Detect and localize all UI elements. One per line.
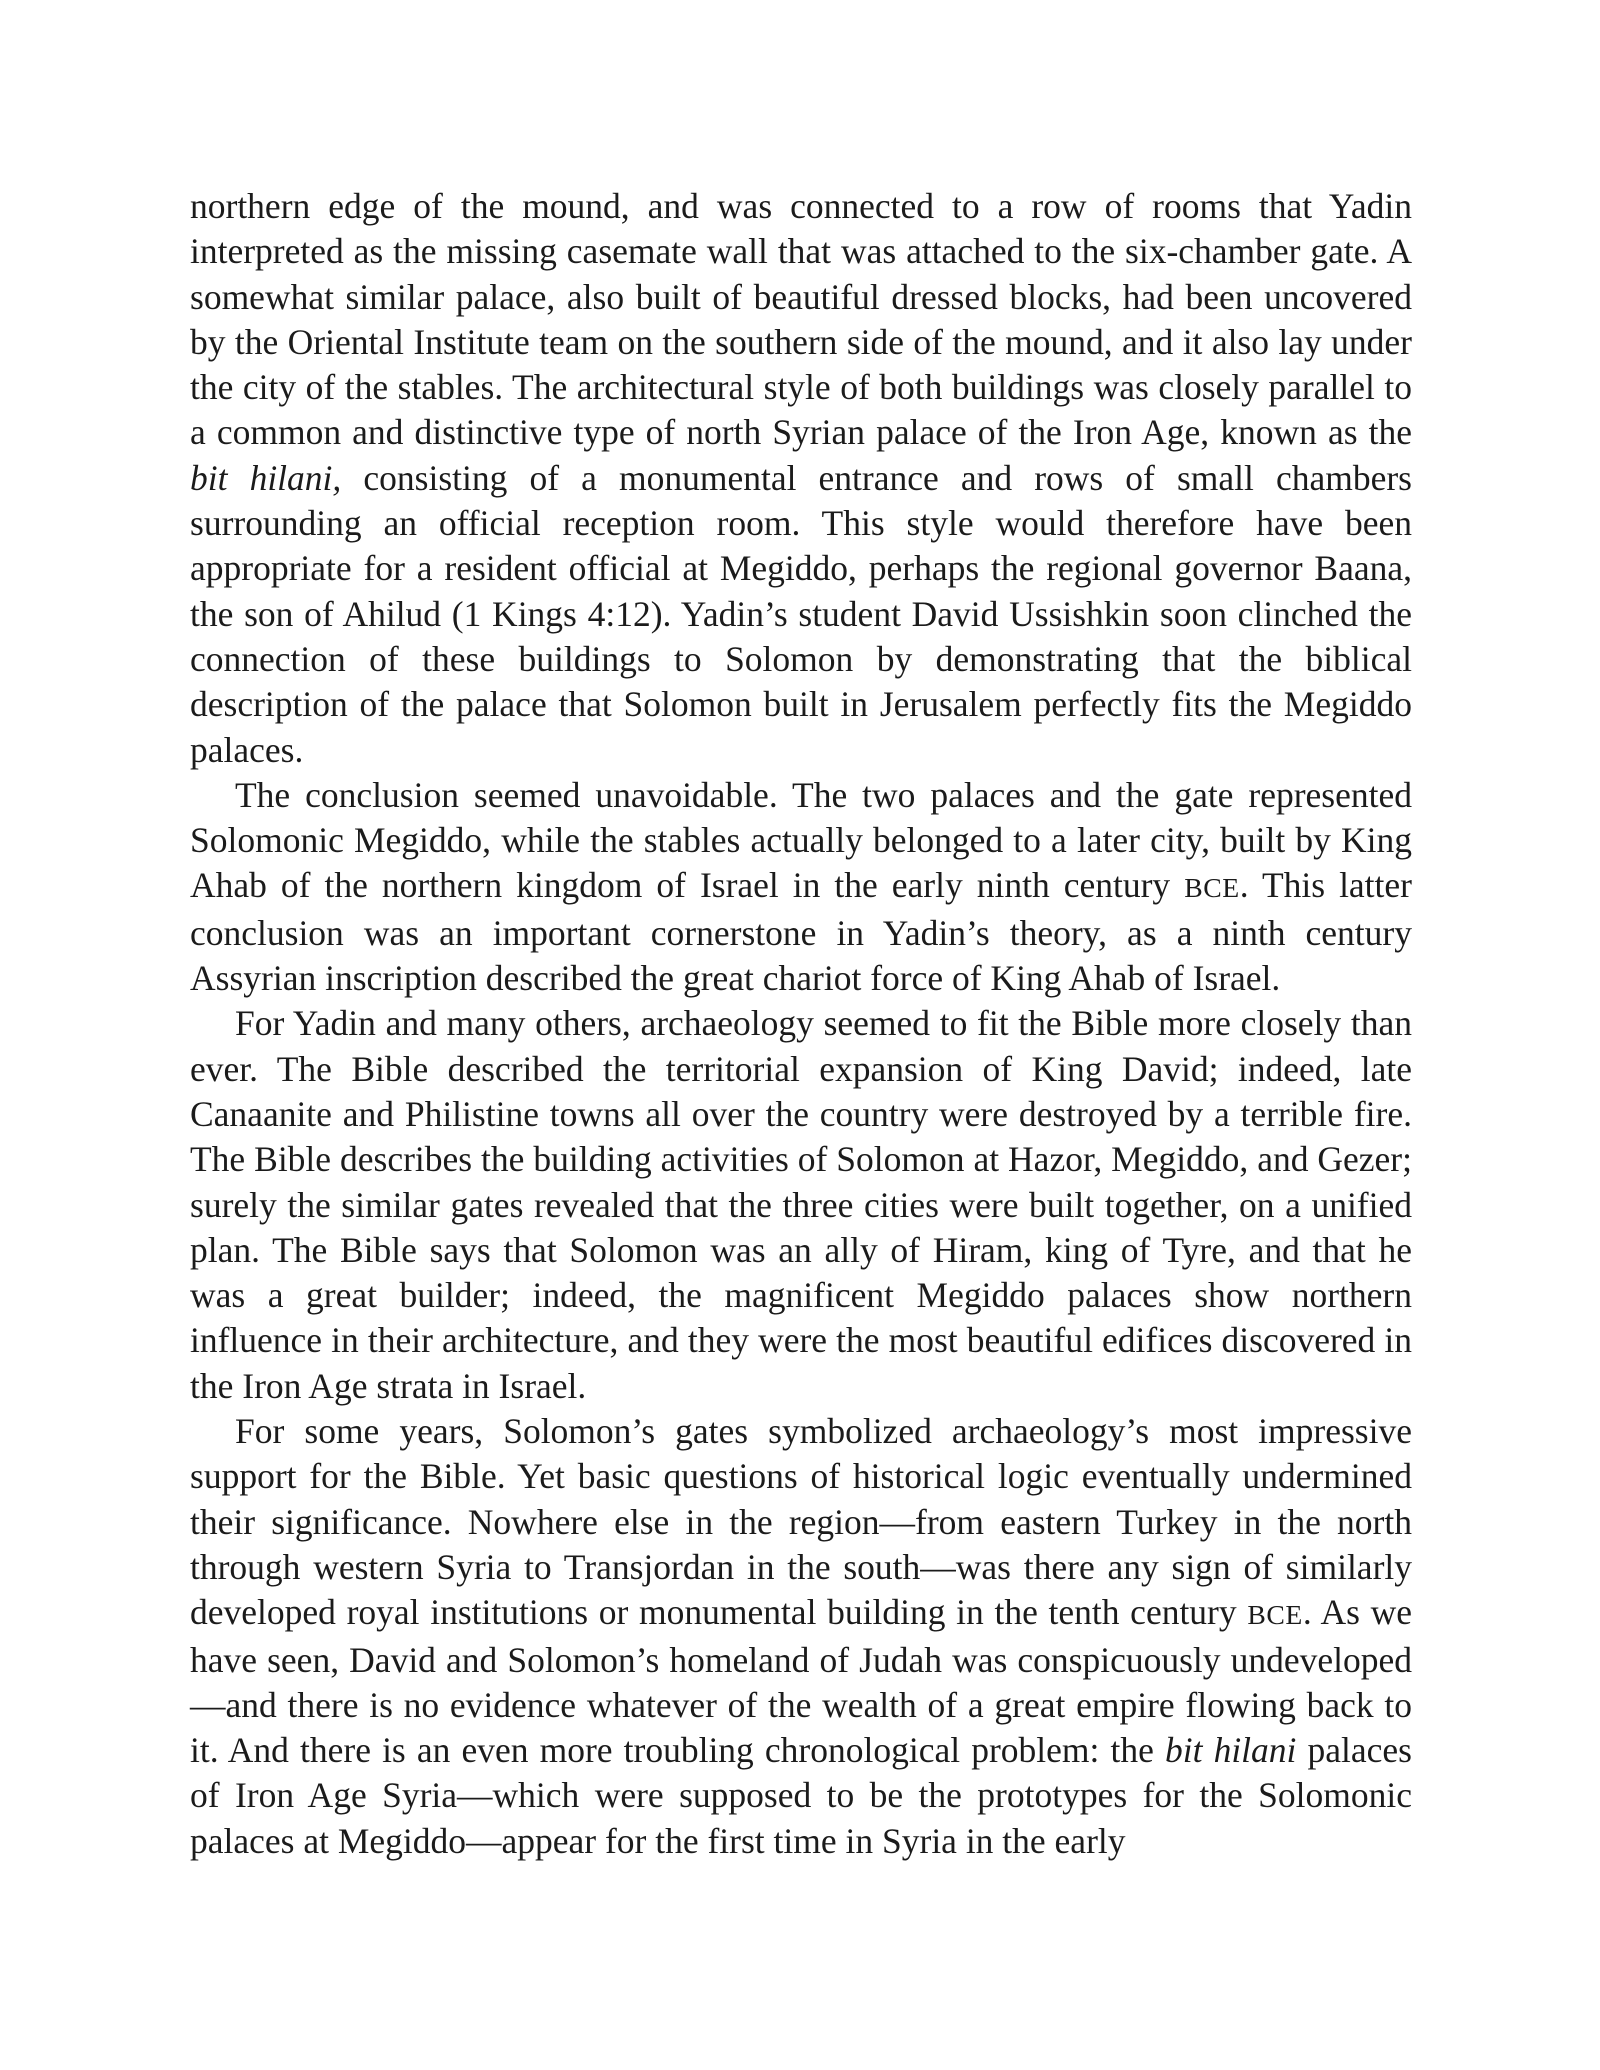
paragraph-text: For some years, Solomon’s gates symbolized archaeology’s most impressive support for the Bible. Yet basic questions of historical logic eventually undermined their significance. Nowhere else in the region—from eastern Turkey in the north through western Syria to Transjordan in the south—was there any sign of similarly developed royal institutions or monumental building in the tenth century [190, 1411, 1412, 1633]
paragraph-text: . As we have seen, David and Solomon’s homeland of Judah was conspicuously undeveloped—and there is no evidence whatever of the wealth of a great empire flowing back to it. And there is an even more troubling chronological problem: the [190, 1592, 1412, 1771]
paragraph-text: palaces of Iron Age Syria—which were supposed to be the prototypes for the Solomonic palaces at Megiddo—appear for the first time in Syria in the early [190, 1730, 1412, 1861]
body-text [190, 184, 1412, 1864]
paragraph-3 [190, 1001, 1412, 1409]
paragraph-text: consisting of a monumental entrance and rows of small chambers surrounding an official reception room. This style would therefore have been appropriate for a resident official at Megiddo, perhaps the regional governor Baana, the son of Ahilud (1 Kings 4:12). Yadin’s student David Ussishkin soon clinched the connection of these buildings to Solomon by demonstrating that the biblical description of the palace that Solomon built in Jerusalem perfectly fits the Megiddo palaces. [190, 457, 1412, 770]
era-abbreviation: BCE [1184, 872, 1240, 904]
paragraph-text: For Yadin and many others, archaeology seemed to fit the Bible more closely than ever. The Bible described the territorial expansion of King David; indeed, late Canaanite and Philistine towns all over the country were destroyed by a terrible fire. The Bible describes the building activities of Solomon at Hazor, Megiddo, and Gezer; surely the similar gates revealed that the three cities were built together, on a unified plan. The Bible says that Solomon was an ally of Hiram, king of Tyre, and that he was a great builder; indeed, the magnificent Megiddo palaces show northern influence in their architecture, and they were the most beautiful edifices discovered in the Iron Age strata in Israel. [190, 1003, 1412, 1406]
paragraph-text: The conclusion seemed unavoidable. The two palaces and the gate represented Solomonic Megiddo, while the stables actually belonged to a later city, built by King Ahab of the northern kingdom of Israel in the early ninth century [190, 774, 1412, 906]
era-abbreviation: BCE [1247, 1599, 1303, 1631]
paragraph-2 [190, 773, 1412, 1001]
italic-term-bit-hilani: bit hilani, [190, 457, 342, 498]
italic-term-bit-hilani: bit hilani [1164, 1730, 1297, 1771]
paragraph-text: northern edge of the mound, and was connected to a row of rooms that Yadin interpreted as the missing casemate wall that was attached to the six-chamber gate. A somewhat similar palace, also built of beautiful dressed blocks, had been uncovered by the Oriental Institute team on the southern side of the mound, and it also lay under the city of the stables. The architectural style of both buildings was closely parallel to a common and distinctive type of north Syrian palace of the Iron Age, known as the [190, 186, 1412, 453]
paragraph-4 [190, 1409, 1412, 1864]
paragraph-1 [190, 184, 1412, 773]
paragraph-text: . This latter conclusion was an important cornerstone in Yadin’s theory, as a ninth century Assyrian inscription described the great chariot force of King Ahab of Israel. [190, 865, 1412, 999]
